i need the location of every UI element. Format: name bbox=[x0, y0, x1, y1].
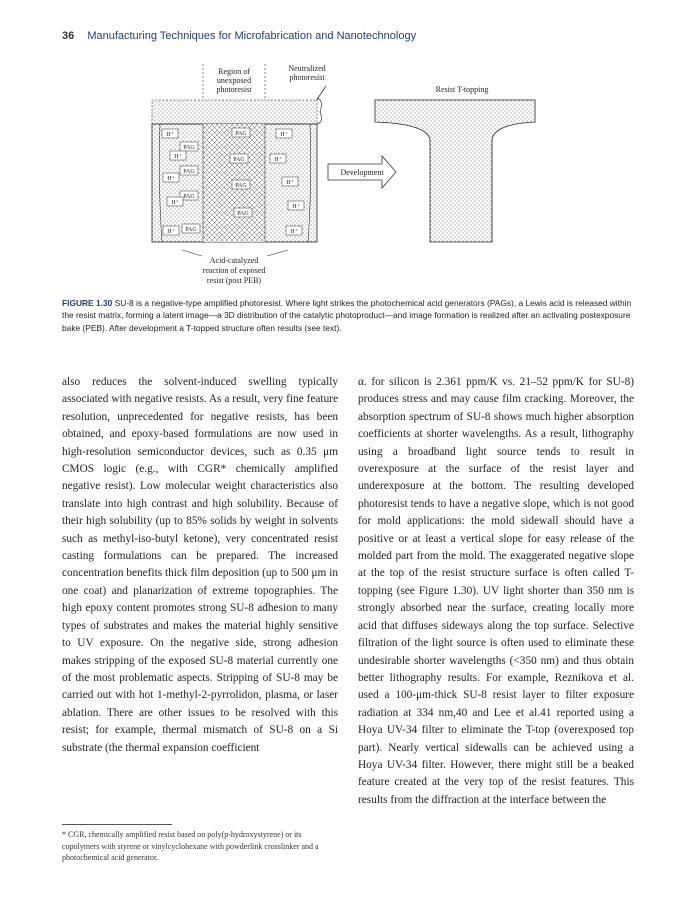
pag-label: PAG bbox=[183, 169, 195, 175]
caption-label: FIGURE 1.30 bbox=[62, 298, 113, 308]
h-label: H⁺ bbox=[274, 157, 282, 163]
label-development: Development bbox=[340, 168, 384, 177]
pag-label: PAG bbox=[183, 194, 195, 200]
pag-label: PAG bbox=[235, 131, 247, 137]
pag-label: PAG bbox=[233, 157, 245, 163]
h-label: H⁺ bbox=[171, 200, 179, 206]
running-header bbox=[62, 30, 416, 42]
h-label: H⁺ bbox=[280, 132, 288, 138]
h-label: H⁺ bbox=[167, 176, 175, 182]
label-acid-2: reaction of exposed bbox=[202, 266, 266, 275]
caption-text: SU-8 is a negative-type amplified photoresist. Where light strikes the photochemical acid generators (PAGs), a Lewis acid is released within the resist matrix, forming a latent image—a 3D distribution of the catalytic photoproduct—and image formation is realized after an activating postexposure bake (PEB). After development a T-topped structure often results (see text). bbox=[62, 298, 632, 333]
pag-label: PAG bbox=[235, 183, 247, 189]
pag-label: PAG bbox=[237, 211, 249, 217]
body-column-left bbox=[62, 374, 338, 757]
label-neutral-2: photoresist bbox=[289, 73, 325, 82]
label-ttopping: Resist T-topping bbox=[435, 85, 489, 94]
figure-1-30 bbox=[62, 60, 634, 290]
label-region-1: Region of bbox=[218, 67, 250, 76]
footnote: * CGR, chemically amplified resist based on poly(p-hydroxystyrene) or its copolymers with styrene or vinylcyclohexane with powderlink crosslinker and a photochemical acid generator. bbox=[62, 830, 319, 862]
label-acid-3: resist (post PEB) bbox=[206, 276, 262, 285]
right-column-text: α. for silicon is 2.361 ppm/K vs. 21–52 ppm/K for SU-8) produces stress and may cause film cracking. Moreover, the absorption spectrum of SU-8 shows much higher absorption coefficients at shorter wavelengths. As a result, lithography using a broadband light source tends to result in overexposure at the surface of the resist layer and underexposure at the bottom. The resulting developed photoresist tends to have a negative slope, which is not good for mold applications: the mold sidewall should have a positive or at least a vertical slope for easy release of the molded part from the mold. The exaggerated negative slope at the top of the resist structure surface is often called T-topping (see Figure 1.30). UV light shorter than 350 nm is strongly absorbed near the surface, creating locally more acid that diffuses sideways along the top surface. Selective filtration of the light source is often used to eliminate these undesirable shorter wavelengths (<350 nm) and thus obtain better lithography results. For example, Reznikova et al. used a 100-μm-thick SU-8 resist layer to filter exposure radiation at 334 nm,40 and Lee et al.41 reported using a Hoya UV-34 filter to eliminate the T-top (overexposed top part). Nearly vertical sidewalls can be achieved using a Hoya UV-34 filter. However, there might still be a beaked feature created at the very top of the resist features. This results from the diffraction at the interface between the bbox=[358, 376, 634, 806]
label-acid-1: Acid-catalyzed bbox=[209, 256, 259, 265]
label-neutral-1: Neutralized bbox=[288, 64, 326, 73]
h-label: H⁺ bbox=[174, 154, 182, 160]
pag-label: PAG bbox=[185, 227, 197, 233]
top-layer bbox=[152, 100, 317, 124]
h-label: H⁺ bbox=[286, 180, 294, 186]
label-region-2: unexposed bbox=[216, 76, 252, 85]
footnote-rule bbox=[62, 824, 172, 825]
page-number: 36 bbox=[62, 30, 75, 42]
body-column-right bbox=[358, 374, 634, 809]
h-label: H⁺ bbox=[290, 229, 298, 235]
h-label: H⁺ bbox=[166, 132, 174, 138]
h-label: H⁺ bbox=[292, 204, 300, 210]
pag-label: PAG bbox=[183, 145, 195, 151]
left-column-text: also reduces the solvent-induced swelling typically associated with negative resists. As a result, very fine feature resolution, unprecedented for negative resists, has been obtained, and epoxy-based formulations are now used in high-resolution semiconductor devices, such as 0.35 μm CMOS logic (e.g., with CGR* chemically amplified negative resist). Low molecular weight characteristics also translate into high contrast and high solubility. Because of their high solubility (up to 85% solids by weight in solvents such as methyl-iso-butyl ketone), very concentrated resist casting formulations can be prepared. The increased concentration benefits thick film deposition (up to 500 μm in one coat) and planarization of extreme topographies. The high epoxy content promotes strong SU-8 adhesion to many types of substrates and makes the material highly sensitive to UV exposure. On the negative side, strong adhesion makes stripping of the exposed SU-8 material currently one of the most problematic aspects. Stripping of SU-8 may be carried out with hot 1-methyl-2-pyrrolidon, plasma, or laser ablation. There are other issues to be resolved with this resist; for example, thermal mismatch of SU-8 on a Si substrate (the thermal expansion coefficient bbox=[62, 376, 338, 754]
t-top-structure bbox=[375, 100, 535, 242]
h-label: H⁺ bbox=[167, 229, 175, 235]
book-title: Manufacturing Techniques for Microfabrication and Nanotechnology bbox=[87, 30, 417, 42]
figure-caption bbox=[62, 297, 634, 334]
label-region-3: photoresist bbox=[216, 85, 252, 94]
